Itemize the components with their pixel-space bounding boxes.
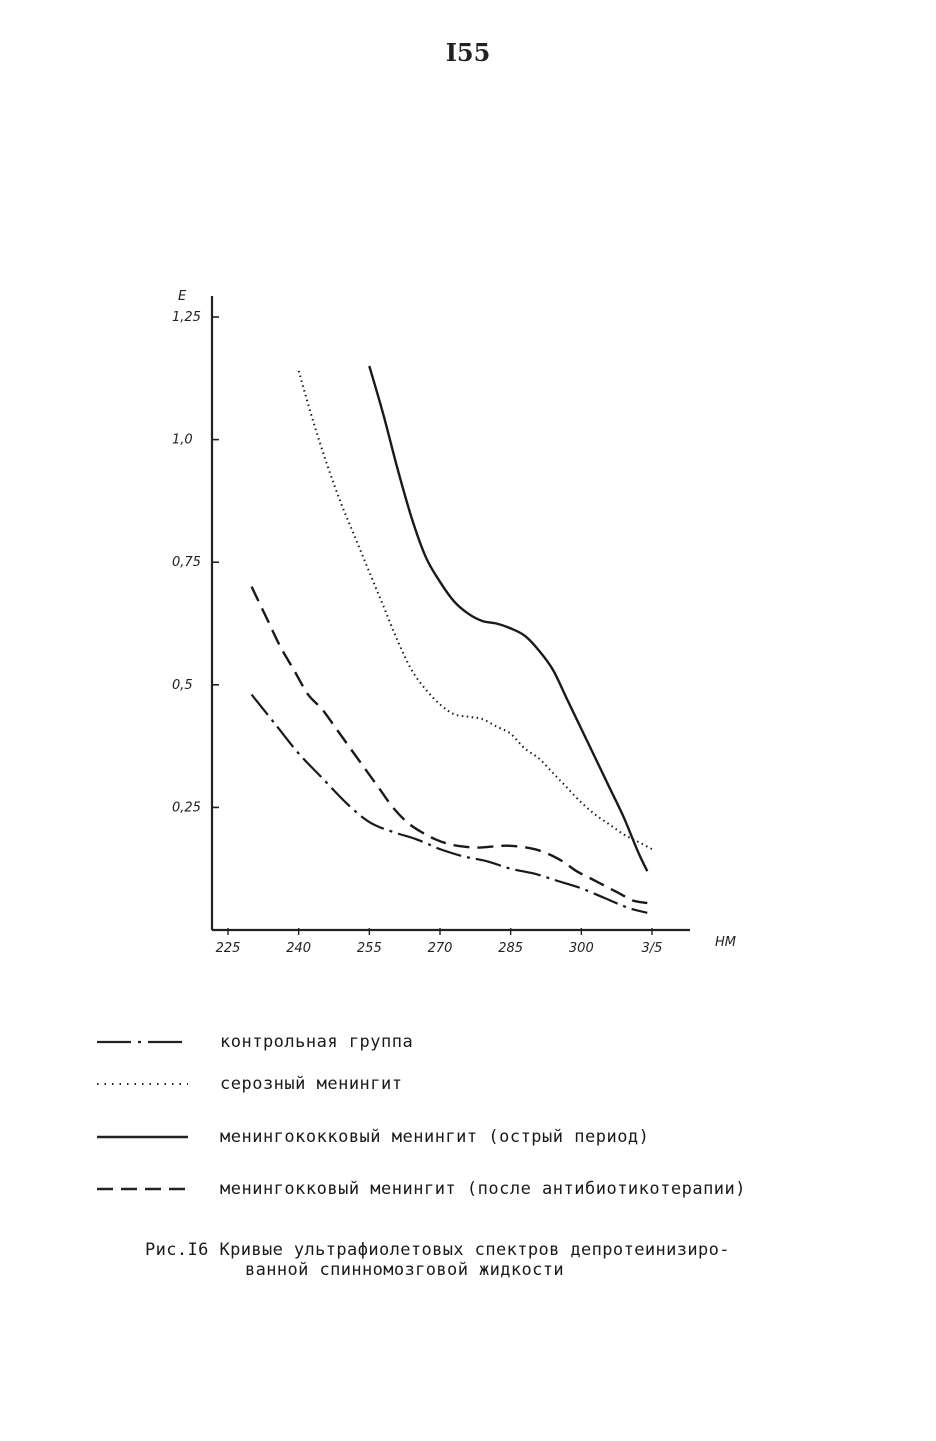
legend-sample-dotted [95, 1074, 190, 1094]
caption-line-1: Рис.I6 Кривые ультрафиолетовых спектров депротеинизиро- [145, 1240, 730, 1260]
series-line-dash-dot [252, 695, 648, 913]
y-tick-label: 0,25 [172, 800, 201, 816]
figure-caption [145, 1240, 865, 1280]
y-tick-label: 0,5 [172, 677, 193, 693]
legend-label: серозный менингит [220, 1074, 403, 1094]
y-tick-label: 1,25 [172, 310, 201, 325]
y-axis-label: E [178, 289, 187, 304]
legend-sample-solid [95, 1127, 190, 1147]
legend-item-after-therapy [95, 1176, 747, 1202]
x-tick-label: 240 [286, 941, 312, 956]
caption-line-2: ванной спинномозговой жидкости [245, 1260, 565, 1280]
legend-sample-dash-dot [95, 1032, 190, 1052]
legend-item-control [95, 1029, 414, 1055]
x-axis-label: НМ [715, 935, 736, 950]
legend-item-acute [95, 1124, 650, 1150]
chart-series [252, 366, 652, 913]
x-tick-label: 225 [215, 941, 241, 956]
x-tick-label: 270 [427, 941, 453, 956]
chart-axes [178, 289, 736, 950]
x-tick-label: 255 [356, 941, 382, 956]
series-line-dotted [299, 371, 652, 849]
page-number: I55 [445, 38, 491, 67]
x-tick-label: 3/5 [641, 941, 663, 956]
x-tick-label: 300 [568, 941, 594, 956]
legend-label: менингокковый менингит (после антибиотикотерапии) [220, 1179, 747, 1199]
x-tick-label: 285 [498, 941, 524, 956]
y-tick-label: 0,75 [172, 555, 201, 571]
series-line-solid [369, 366, 647, 871]
legend-label: менингококковый менингит (острый период) [220, 1127, 650, 1147]
y-tick-label: 1,0 [172, 432, 193, 448]
legend-label: контрольная группа [220, 1032, 414, 1052]
legend-sample-dashed [95, 1179, 190, 1199]
chart-ticks [172, 310, 662, 956]
legend-item-serous [95, 1071, 403, 1097]
